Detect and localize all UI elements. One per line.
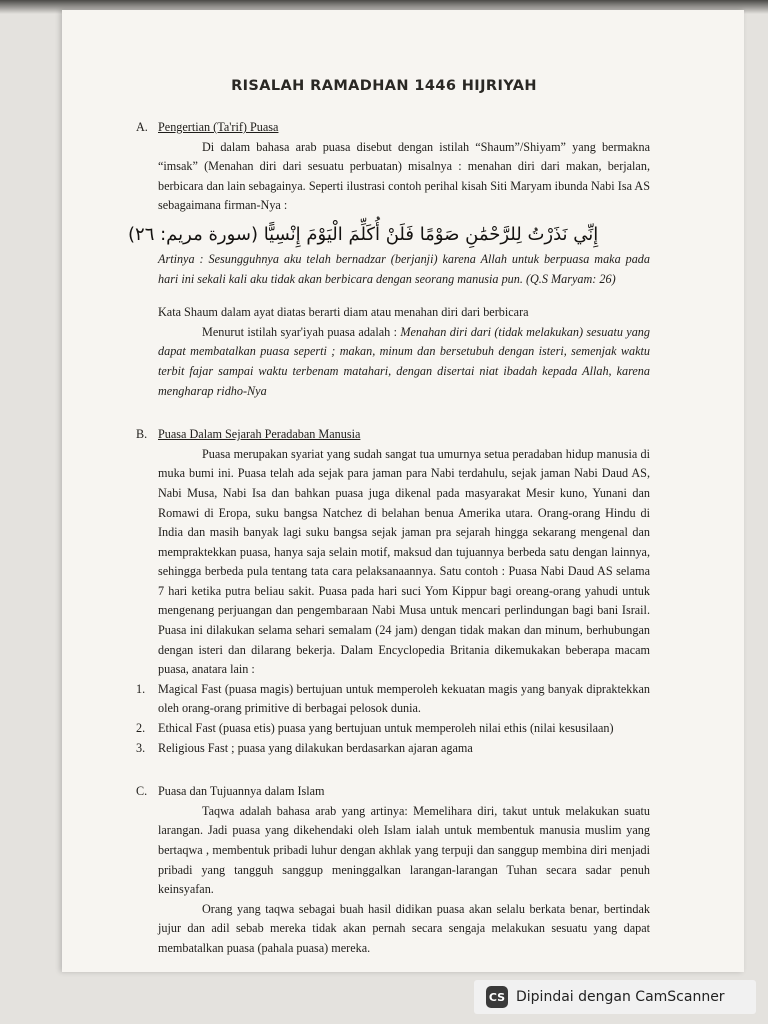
section-a-letter: A. bbox=[136, 120, 148, 134]
section-a-paragraph-3-plain: Menurut istilah syar'iyah puasa adalah : bbox=[202, 324, 397, 339]
section-a-paragraph-2: Kata Shaum dalam ayat diatas berarti diam atau menahan diri dari berbicara bbox=[158, 305, 529, 320]
list-item-text: Magical Fast (puasa magis) bertujuan untuk memperoleh kekuatan magis yang banyak dipraktekkan oleh orang-orang primitive di berbagai pelosok dunia. bbox=[158, 681, 650, 716]
section-a-paragraph-3 bbox=[158, 323, 650, 401]
fasting-types-list bbox=[136, 680, 650, 758]
list-item-text: Ethical Fast (puasa etis) puasa yang bertujuan untuk memperoleh nilai ethis (nilai kesusilaan) bbox=[158, 721, 614, 736]
document-body bbox=[128, 118, 650, 959]
section-c-letter: C. bbox=[136, 784, 148, 799]
translation bbox=[158, 250, 650, 289]
section-b-letter: B. bbox=[136, 427, 148, 442]
watermark-text: Dipindai dengan CamScanner bbox=[516, 989, 725, 1005]
list-item bbox=[136, 739, 650, 759]
section-a-paragraph-3-italic: Menahan diri dari (tidak melakukan) sesuatu yang dapat membatalkan puasa seperti ; makan, minum dan bersetubuh dengan isteri, semenjak waktu terbit fajar sampai waktu terbenam matahari, dengan disertai niat ibadah kepada Allah, karena mengharap ridho-Nya bbox=[158, 324, 650, 398]
document-title: RISALAH RAMADHAN 1446 HIJRIYAH bbox=[231, 78, 537, 94]
camscanner-logo-icon: CS bbox=[486, 986, 508, 1008]
list-item-text: Religious Fast ; puasa yang dilakukan berdasarkan ajaran agama bbox=[158, 740, 473, 755]
list-item-number: 2. bbox=[136, 721, 146, 736]
section-a-title: Pengertian (Ta'rif) Puasa bbox=[158, 120, 279, 134]
translation-label: Artinya : bbox=[158, 251, 204, 266]
arabic-verse: إِنِّي نَذَرْتُ لِلرَّحْمَٰنِ صَوْمًا فَلَنْ أُكَلِّمَ الْيَوْمَ إِنْسِيًّا (سورة مريم: ٢٦) bbox=[128, 223, 599, 245]
section-c-heading bbox=[136, 782, 650, 802]
list-item bbox=[136, 680, 650, 719]
section-a-paragraph-1: Di dalam bahasa arab puasa disebut dengan istilah “Shaum”/Shiyam” yang bermakna “imsak” (Menahan diri dari sesuatu perbuatan) misalnya : menahan diri dari makan, berjalan, berbicara dan lain sebagainya. Seperti ilustrasi contoh perihal kisah Siti Maryam ibunda Nabi Isa AS sebagaimana firman-Nya : bbox=[158, 139, 650, 213]
list-item bbox=[136, 719, 650, 739]
section-c-paragraph-2: Orang yang taqwa sebagai buah hasil didikan puasa akan selalu berkata benar, bertindak jujur dan adil sebab mereka tidak akan pernah secara sengaja melakukan sesuatu yang dapat membatalkan puasa (pahala puasa) mereka. bbox=[158, 901, 650, 955]
translation-text: Sesungguhnya aku telah bernadzar (berjanji) karena Allah untuk berpuasa maka pada hari ini sekali kali aku tidak akan berbicara dengan seorang manusia pun. (Q.S Maryam: 26) bbox=[158, 251, 650, 286]
section-c-paragraph-1: Taqwa adalah bahasa arab yang artinya: Memelihara diri, takut untuk melakukan suatu larangan. Jadi puasa yang dikehendaki oleh Islam ialah untuk membentuk manusia muslim yang bertaqwa , membentuk pribadi luhur dengan akhlak yang terpuji dan sanggup membina diri menjadi pribadi yang tangguh sanggup meninggalkan larangan-larangan Tuhan secara sadar penuh keinsyafan. bbox=[158, 803, 650, 897]
section-b-paragraph-1: Puasa merupakan syariat yang sudah sangat tua umurnya setua peradaban hidup manusia di muka bumi ini. Puasa telah ada sejak para jaman para Nabi terdahulu, sejak jaman Nabi Daud AS, Nabi Musa, Nabi Isa dan bahkan puasa juga dikenal pada masyarakat Mesir kuno, Yunani dan Romawi di Eropa, suku bangsa Natchez di belahan benua Amerika utara. Orang-orang Hindu di India dan masih banyak lagi suku bangsa sejak jaman pra sejarah hingga sekarang mengenal dan mempraktekkan puasa, hanya saja selain motif, maksud dan tujuannya berbeda satu dengan lainnya, sehingga berbeda pula tentang tata cara pelaksanaannya. Satu contoh : Puasa Nabi Daud AS selama 7 hari ketika putra beliau sakit. Puasa pada hari suci Yom Kippur bagi oreang-orang yahudi untuk mengenang perjuangan dan pengembaraan Nabi Musa untuk mencari perlindungan bagi bani Israil. Puasa ini dilakukan selama sehari semalam (24 jam) dengan tidak makan dan minum, berhubungan dengan isteri dan dilarang bekerja. Dalam Encyclopedia Britania dikemukakan beberapa macam puasa, anatara lain : bbox=[158, 446, 650, 677]
section-a-heading bbox=[136, 118, 650, 138]
list-item-number: 3. bbox=[136, 740, 146, 755]
section-c-title: Puasa dan Tujuannya dalam Islam bbox=[158, 784, 325, 799]
camscanner-watermark bbox=[474, 980, 756, 1014]
section-b-title: Puasa Dalam Sejarah Peradaban Manusia bbox=[158, 427, 361, 442]
section-b-heading bbox=[136, 425, 650, 445]
list-item-number: 1. bbox=[136, 681, 146, 696]
